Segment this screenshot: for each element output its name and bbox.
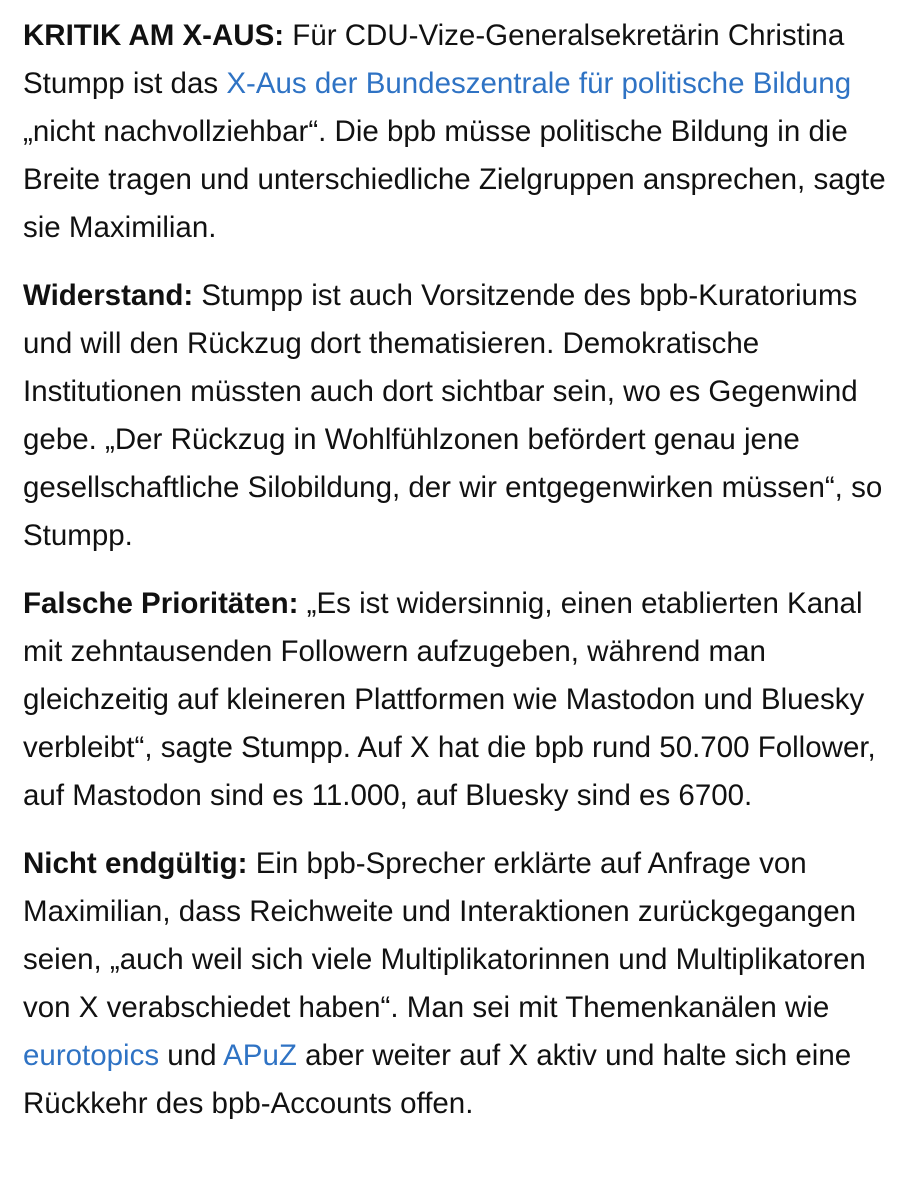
paragraph-text: „nicht nachvollziehbar“. Die bpb müsse politische Bildung in die Breite tragen und unterschiedliche Zielgruppen ansprechen, sagte sie Maximilian. [23, 115, 886, 244]
paragraph-nicht-endgueltig [23, 840, 903, 1128]
link-apuz[interactable]: APuZ [223, 1039, 297, 1072]
paragraph-text: Stumpp ist auch Vorsitzende des bpb-Kuratoriums und will den Rückzug dort thematisieren. Demokratische Institutionen müssten auch dort sichtbar sein, wo es Gegenwind gebe. „Der Rückzug in Wohlfühlzonen befördert genau jene gesellschaftliche Silobildung, der wir entgegenwirken müssen“, so Stumpp. [23, 279, 883, 552]
paragraph-text: „Es ist widersinnig, einen etablierten Kanal mit zehntausenden Followern aufzugeben, während man gleichzeitig auf kleineren Plattformen wie Mastodon und Bluesky verbleibt“, sagte Stumpp. Auf X hat die bpb rund 50.700 Follower, auf Mastodon sind es 11.000, auf Bluesky sind es 6700. [23, 587, 876, 812]
paragraph-lead: Nicht endgültig: [23, 847, 248, 880]
paragraph-kritik [23, 12, 903, 252]
paragraph-text: und [159, 1039, 224, 1072]
paragraph-text: Ein bpb-Sprecher erklärte auf Anfrage von Maximilian, dass Reichweite und Interaktionen zurückgegangen seien, „auch weil sich viele Multiplikatorinnen und Multiplikatoren von X verabschiedet haben“. Man sei mit Themenkanälen wie [23, 847, 866, 1024]
paragraph-lead: Widerstand: [23, 279, 194, 312]
paragraph-widerstand [23, 272, 903, 560]
paragraph-text: aber weiter auf X aktiv und halte sich eine Rückkehr des bpb-Accounts offen. [23, 1039, 852, 1120]
paragraph-lead: Falsche Prioritäten: [23, 587, 299, 620]
link-eurotopics[interactable]: eurotopics [23, 1039, 160, 1072]
paragraph-text: Für CDU-Vize-Generalsekretärin Christina Stumpp ist das [23, 19, 845, 100]
paragraph-falsche-prioritaeten [23, 580, 903, 820]
link-bpb-x-aus[interactable]: X-Aus der Bundeszentrale für politische Bildung [226, 67, 852, 100]
paragraph-lead: KRITIK AM X-AUS: [23, 19, 285, 52]
